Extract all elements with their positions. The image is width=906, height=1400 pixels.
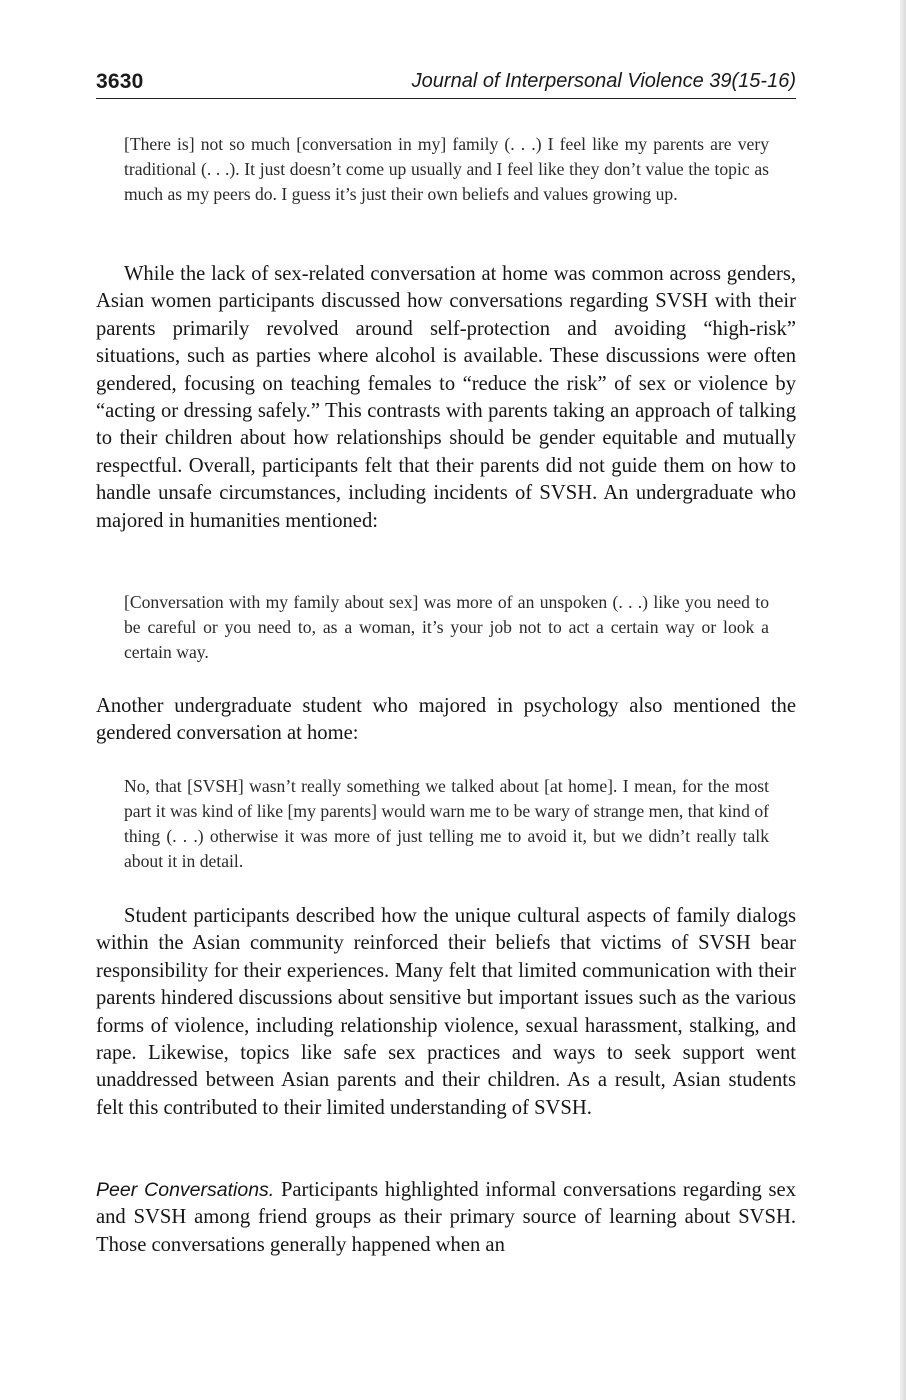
block-quote-2: [Conversation with my family about sex] was more of an unspoken (. . .) like you need to be careful or you need to, as a woman, it’s your job not to act a certain way or look a certain way. — [124, 592, 769, 662]
journal-citation: Journal of Interpersonal Violence 39(15-16) — [411, 70, 796, 92]
block-quote-3: No, that [SVSH] wasn’t really something we talked about [at home]. I mean, for the most part it was kind of like [my parents] would warn me to be wary of strange men, that kind of thing (. . .) otherwise it was more of just telling me to avoid it, but we didn’t really talk about it in detail. — [124, 776, 769, 871]
body-paragraph-2: Another undergraduate student who majored in psychology also mentioned the gendered conversation at home: — [96, 695, 796, 745]
paragraph-4-text: Participants highlighted informal conversations regarding sex and SVSH among friend groups as their primary source of learning about SVSH. Those conversations generally happened when an — [96, 1179, 796, 1256]
section-run-in-heading: Peer Conversations. — [96, 1179, 275, 1201]
page-number: 3630 — [96, 70, 144, 93]
block-quote-1: [There is] not so much [conversation in my] family (. . .) I feel like my parents are very traditional (. . .). It just doesn’t come up usually and I feel like they don’t value the topic as much as my peers do. I guess it’s just their own beliefs and values growing up. — [124, 134, 769, 204]
body-paragraph-4 — [96, 1177, 796, 1259]
body-paragraph-3: Student participants described how the unique cultural aspects of family dialogs within the Asian community reinforced their beliefs that victims of SVSH bear responsibility for their experiences. Many felt that limited communication with their parents hindered discussions about sensitive but important issues such as the various forms of violence, including relationship violence, sexual harassment, stalking, and rape. Likewise, topics like safe sex practices and ways to seek support went unaddressed between Asian parents and their children. As a result, Asian students felt this contributed to their limited understanding of SVSH. — [96, 905, 796, 1119]
body-paragraph-1: While the lack of sex-related conversation at home was common across genders, Asian women participants discussed how conversations regarding SVSH with their parents primarily revolved around self-protection and avoiding “high-risk” situations, such as parties where alcohol is available. These discussions were often gendered, focusing on teaching females to “reduce the risk” of sex or violence by “acting or dressing safely.” This contrasts with parents taking an approach of talking to their children about how relationships should be gender equitable and mutually respectful. Overall, participants felt that their parents did not guide them on how to handle unsafe circumstances, including incidents of SVSH. An undergraduate who majored in humanities mentioned: — [96, 263, 796, 532]
page-edge-shadow — [900, 0, 906, 1400]
running-header — [96, 66, 796, 99]
